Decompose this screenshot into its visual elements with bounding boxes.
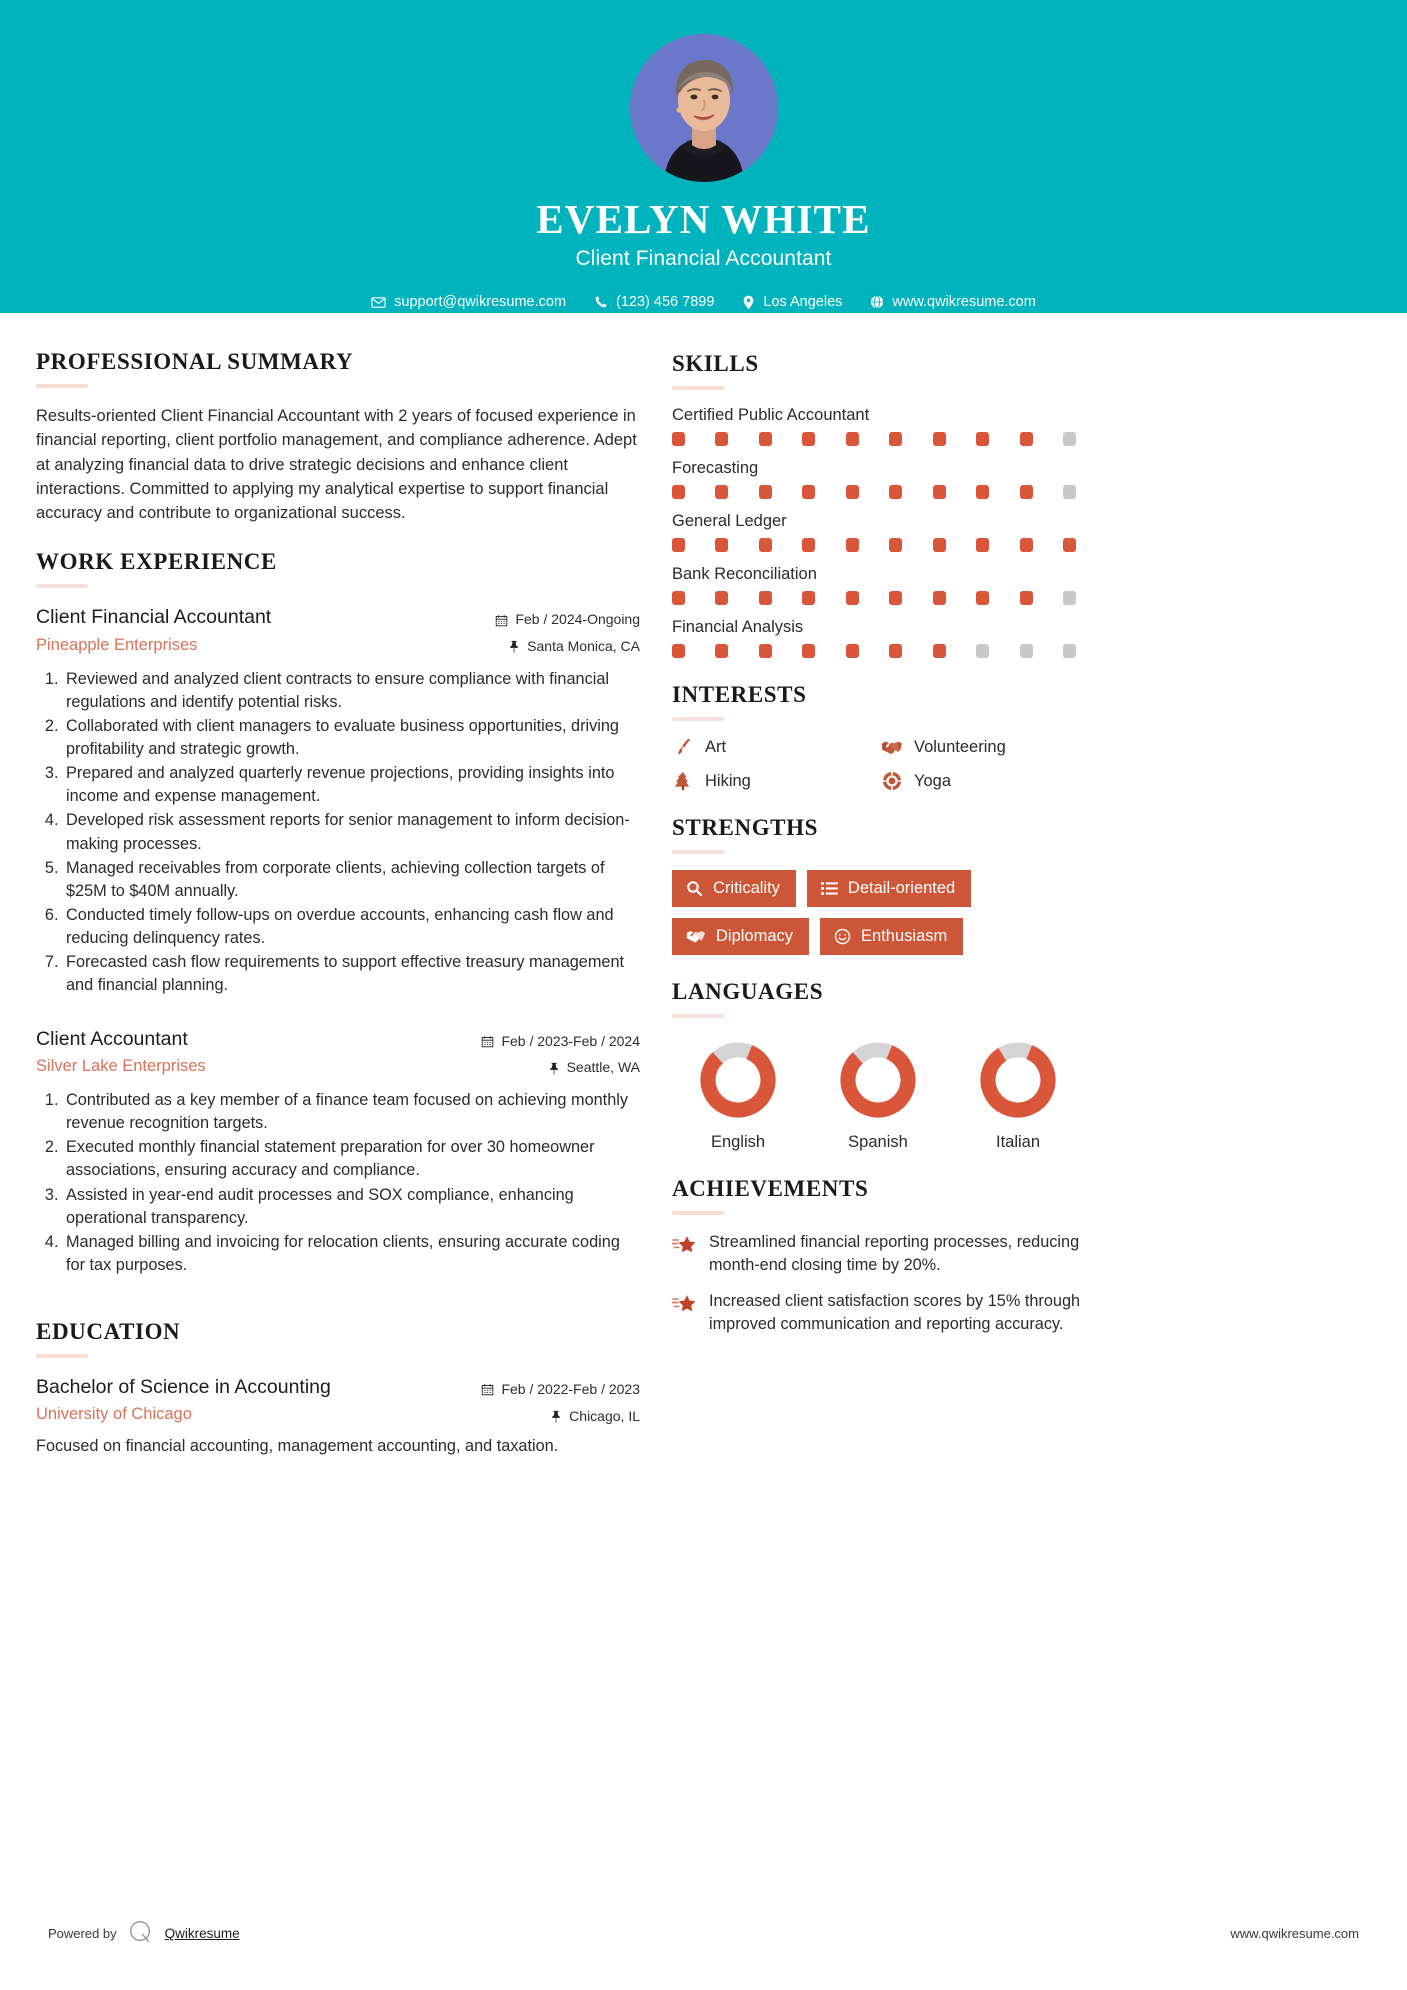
contact-email-text: support@qwikresume.com xyxy=(394,294,567,311)
section-rule xyxy=(36,1354,88,1358)
skill-name: Financial Analysis xyxy=(672,618,804,636)
skill-dot xyxy=(1063,485,1076,499)
phone-icon xyxy=(594,295,608,309)
skill-dot xyxy=(1020,591,1033,605)
work-entry-date-line xyxy=(435,1031,640,1053)
skill-dot xyxy=(933,538,946,552)
skill-dot xyxy=(933,591,946,605)
skill-dot xyxy=(1020,538,1033,552)
education-entry-date: Feb / 2022-Feb / 2023 xyxy=(501,1381,640,1398)
interest-label: Volunteering xyxy=(914,737,1006,756)
work-entry xyxy=(36,604,640,997)
skill-dot xyxy=(1020,432,1033,446)
interest-label: Hiking xyxy=(705,771,751,790)
skill-dot xyxy=(672,644,685,658)
section-heading: ACHIEVEMENTS xyxy=(672,1176,869,1202)
interest-item xyxy=(672,771,875,791)
section-heading: INTERESTS xyxy=(672,682,807,707)
skill-dot xyxy=(759,538,772,552)
skill-dot xyxy=(933,432,946,446)
work-entry-location: Santa Monica, CA xyxy=(527,637,640,654)
skill-dot xyxy=(846,485,859,499)
achievement-item xyxy=(672,1231,1084,1277)
skill-dot xyxy=(889,591,902,605)
work-entry-organization: Pineapple Enterprises xyxy=(36,635,198,654)
skill-dot xyxy=(976,485,989,499)
work-entry-date: Feb / 2024-Ongoing xyxy=(515,611,640,628)
section-work-experience xyxy=(36,549,640,1277)
skill-dot xyxy=(759,591,772,605)
section-rule xyxy=(672,1211,724,1215)
section-rule xyxy=(36,584,88,588)
calendar-icon xyxy=(495,614,508,627)
calendar-icon xyxy=(481,1383,494,1396)
list-item: 1. Reviewed and analyzed client contracts to ensure compliance with financial regulations and identify potential risks. xyxy=(63,668,640,714)
strength-label: Diplomacy xyxy=(716,927,794,946)
skill-rating xyxy=(672,591,1076,605)
skill-dot xyxy=(1063,432,1076,446)
handshake-icon xyxy=(686,928,706,944)
work-entry-organization: Silver Lake Enterprises xyxy=(36,1056,206,1075)
section-heading: STRENGTHS xyxy=(672,815,819,840)
skill-dot xyxy=(672,538,685,552)
achievement-text: Streamlined financial reporting processes, reducing month-end closing time by 20%. xyxy=(709,1233,1080,1275)
page-footer xyxy=(0,1919,1407,1948)
paintbrush-icon xyxy=(672,737,694,757)
contact-location-text: Los Angeles xyxy=(763,294,843,311)
globe-icon xyxy=(870,295,884,309)
section-rule xyxy=(672,717,724,721)
list-item: 5. Managed receivables from corporate clients, achieving collection targets of $25M to $40M annually. xyxy=(63,857,640,903)
work-entry-bullets xyxy=(36,1089,640,1277)
list-item: 4. Managed billing and invoicing for relocation clients, ensuring accurate coding for tax purposes. xyxy=(63,1231,640,1277)
shooting-star-icon xyxy=(672,1290,696,1320)
list-item: 2. Executed monthly financial statement preparation for over 30 homeowner associations, ensuring accuracy and compliance. xyxy=(63,1136,640,1182)
avatar xyxy=(630,34,778,182)
list-item: 6. Conducted timely follow-ups on overdue accounts, enhancing cash flow and reducing delinquency rates. xyxy=(63,904,640,950)
skill-dot xyxy=(672,485,685,499)
skill-name: Bank Reconciliation xyxy=(672,565,817,583)
skill-dot xyxy=(759,485,772,499)
list-icon xyxy=(821,881,838,896)
skill-dot xyxy=(933,644,946,658)
education-entry-description: Focused on financial accounting, management accounting, and taxation. xyxy=(36,1437,559,1456)
work-entry-meta xyxy=(435,604,640,657)
language-donut-chart xyxy=(958,1038,1078,1122)
interest-item xyxy=(881,771,1084,791)
location-pin-icon xyxy=(742,295,755,310)
skill-dot xyxy=(802,538,815,552)
education-entry-date-line xyxy=(435,1379,640,1401)
interest-label: Art xyxy=(705,737,727,756)
education-entry-title: Bachelor of Science in Accounting xyxy=(36,1376,331,1399)
list-item: 7. Forecasted cash flow requirements to support effective treasury management and financial planning. xyxy=(63,951,640,997)
list-item: 4. Developed risk assessment reports for senior management to inform decision-making processes. xyxy=(63,809,640,855)
work-entry xyxy=(36,1026,640,1278)
skill-row xyxy=(672,459,1084,499)
skill-rating xyxy=(672,538,1076,552)
work-entry-meta xyxy=(435,1026,640,1079)
pushpin-icon xyxy=(508,640,520,653)
section-rule xyxy=(672,386,724,390)
skill-dot xyxy=(802,591,815,605)
skill-dot xyxy=(715,485,728,499)
section-professional-summary xyxy=(36,349,640,525)
language-item xyxy=(818,1038,938,1152)
contact-email[interactable] xyxy=(357,294,580,310)
strength-label: Detail-oriented xyxy=(847,879,956,897)
skill-dot xyxy=(802,485,815,499)
skill-dot xyxy=(802,644,815,658)
work-entry-bullets xyxy=(36,668,640,998)
contact-location[interactable] xyxy=(728,294,856,310)
work-entry-title: Client Financial Accountant xyxy=(36,606,272,629)
strength-chip-diplomacy[interactable] xyxy=(672,918,809,955)
handshake-icon xyxy=(881,738,903,756)
skill-dot xyxy=(715,432,728,446)
skill-rating xyxy=(672,644,1076,658)
skill-dot xyxy=(1063,591,1076,605)
skill-name: General Ledger xyxy=(672,512,787,530)
contact-website[interactable] xyxy=(856,294,1049,310)
section-rule xyxy=(672,1014,724,1018)
section-interests xyxy=(672,682,1084,791)
job-title: Client Financial Accountant xyxy=(575,247,832,271)
interest-item xyxy=(672,737,875,757)
strength-chip-enthusiasm[interactable] xyxy=(820,918,963,955)
calendar-icon xyxy=(481,1035,494,1048)
skill-dot xyxy=(672,432,685,446)
skill-dot xyxy=(1020,644,1033,658)
footer-powered-by xyxy=(48,1919,240,1948)
education-entry-location-line xyxy=(435,1406,640,1428)
skill-dot xyxy=(846,591,859,605)
skill-dot xyxy=(846,644,859,658)
work-entry-date: Feb / 2023-Feb / 2024 xyxy=(501,1032,640,1049)
skill-dot xyxy=(1020,485,1033,499)
language-donut-chart xyxy=(818,1038,938,1122)
section-heading: PROFESSIONAL SUMMARY xyxy=(36,349,354,374)
strength-chip-criticality[interactable] xyxy=(672,870,796,907)
footer-powered-by-label: Powered by xyxy=(48,1926,117,1941)
language-label: Spanish xyxy=(848,1133,908,1152)
envelope-icon xyxy=(371,295,386,310)
list-item: 1. Contributed as a key member of a finance team focused on achieving monthly revenue recognition targets. xyxy=(63,1089,640,1135)
skill-dot xyxy=(889,644,902,658)
footer-brand[interactable]: Qwikresume xyxy=(164,1926,240,1941)
section-heading: LANGUAGES xyxy=(672,979,824,1005)
section-languages xyxy=(672,979,1084,1152)
achievement-text: Increased client satisfaction scores by 15% through improved communication and reporting accuracy. xyxy=(709,1291,1081,1333)
language-label: Italian xyxy=(995,1133,1041,1152)
skill-name: Forecasting xyxy=(672,459,759,477)
work-entry-location-line xyxy=(435,636,640,658)
language-donut-chart xyxy=(678,1038,798,1122)
language-item xyxy=(958,1038,1078,1152)
pushpin-icon xyxy=(548,1062,560,1075)
resume-header xyxy=(0,0,1407,313)
work-entry-date-line xyxy=(435,609,640,631)
smiley-icon xyxy=(834,928,851,945)
contact-row xyxy=(357,294,1050,310)
skill-dot xyxy=(976,644,989,658)
summary-text: Results-oriented Client Financial Accountant with 2 years of focused experience in financial reporting, client portfolio management, and compliance adherence. Adept at analyzing financial data to drive strategic decisions and enhance client interactions. Committed to applying my analytical expertise to support financial accuracy and contribute to organizational success. xyxy=(36,407,637,522)
skill-dot xyxy=(933,485,946,499)
skill-dot xyxy=(1063,644,1076,658)
contact-phone[interactable] xyxy=(580,294,728,310)
strength-chip-detail-oriented[interactable] xyxy=(807,870,971,907)
achievement-item xyxy=(672,1290,1084,1336)
skill-rating xyxy=(672,432,1076,446)
skill-dot xyxy=(759,432,772,446)
skill-dot xyxy=(715,644,728,658)
skill-dot xyxy=(889,432,902,446)
skill-name: Certified Public Accountant xyxy=(672,406,870,424)
work-entry-location-line xyxy=(435,1057,640,1079)
skill-dot xyxy=(846,432,859,446)
magnifier-icon xyxy=(686,880,703,897)
interest-item xyxy=(881,737,1084,757)
footer-website[interactable]: www.qwikresume.com xyxy=(1230,1926,1359,1941)
skill-dot xyxy=(889,538,902,552)
work-entry-title: Client Accountant xyxy=(36,1027,188,1050)
list-item: 2. Collaborated with client managers to evaluate business opportunities, driving profitability and strategic growth. xyxy=(63,715,640,761)
q-logo-icon xyxy=(128,1919,154,1948)
skill-rating xyxy=(672,485,1076,499)
list-item: 3. Prepared and analyzed quarterly revenue projections, providing insights into income and expense management. xyxy=(63,762,640,808)
section-education xyxy=(36,1319,640,1459)
page-title: EVELYN WHITE xyxy=(536,196,871,242)
education-entry-meta xyxy=(435,1374,640,1427)
shooting-star-icon xyxy=(672,1231,696,1261)
section-rule xyxy=(672,850,724,854)
work-entry-location: Seattle, WA xyxy=(566,1059,640,1076)
skill-row xyxy=(672,406,1084,446)
interest-label: Yoga xyxy=(914,771,952,790)
skill-dot xyxy=(889,485,902,499)
education-entry-organization: University of Chicago xyxy=(36,1405,192,1424)
pushpin-icon xyxy=(550,1410,562,1423)
language-item xyxy=(678,1038,798,1152)
contact-phone-text: (123) 456 7899 xyxy=(616,294,715,311)
skill-row xyxy=(672,618,1084,658)
skill-dot xyxy=(802,432,815,446)
section-heading: SKILLS xyxy=(672,351,759,376)
strength-label: Criticality xyxy=(713,879,780,897)
section-skills xyxy=(672,351,1084,658)
section-strengths xyxy=(672,815,1084,955)
skill-row xyxy=(672,512,1084,552)
left-column xyxy=(36,349,640,1483)
skill-dot xyxy=(976,591,989,605)
skill-dot xyxy=(715,538,728,552)
skill-dot xyxy=(976,432,989,446)
section-heading: EDUCATION xyxy=(36,1319,181,1345)
section-heading: WORK EXPERIENCE xyxy=(36,549,277,575)
list-item: 3. Assisted in year-end audit processes and SOX compliance, enhancing operational transparency. xyxy=(63,1184,640,1230)
section-achievements xyxy=(672,1176,1084,1336)
skill-dot xyxy=(672,591,685,605)
contact-website-text: www.qwikresume.com xyxy=(892,294,1036,311)
education-entry xyxy=(36,1374,640,1459)
skill-row xyxy=(672,565,1084,605)
skill-dot xyxy=(976,538,989,552)
right-column xyxy=(672,349,1084,1483)
skill-dot xyxy=(846,538,859,552)
skill-dot xyxy=(759,644,772,658)
education-entry-location: Chicago, IL xyxy=(569,1407,640,1424)
resume-body xyxy=(0,313,1407,1483)
language-label: English xyxy=(710,1133,766,1152)
lifebuoy-icon xyxy=(881,771,903,791)
skill-dot xyxy=(1063,538,1076,552)
skill-dot xyxy=(715,591,728,605)
tree-icon xyxy=(672,771,694,791)
strength-label: Enthusiasm xyxy=(861,927,948,946)
section-rule xyxy=(36,384,88,388)
